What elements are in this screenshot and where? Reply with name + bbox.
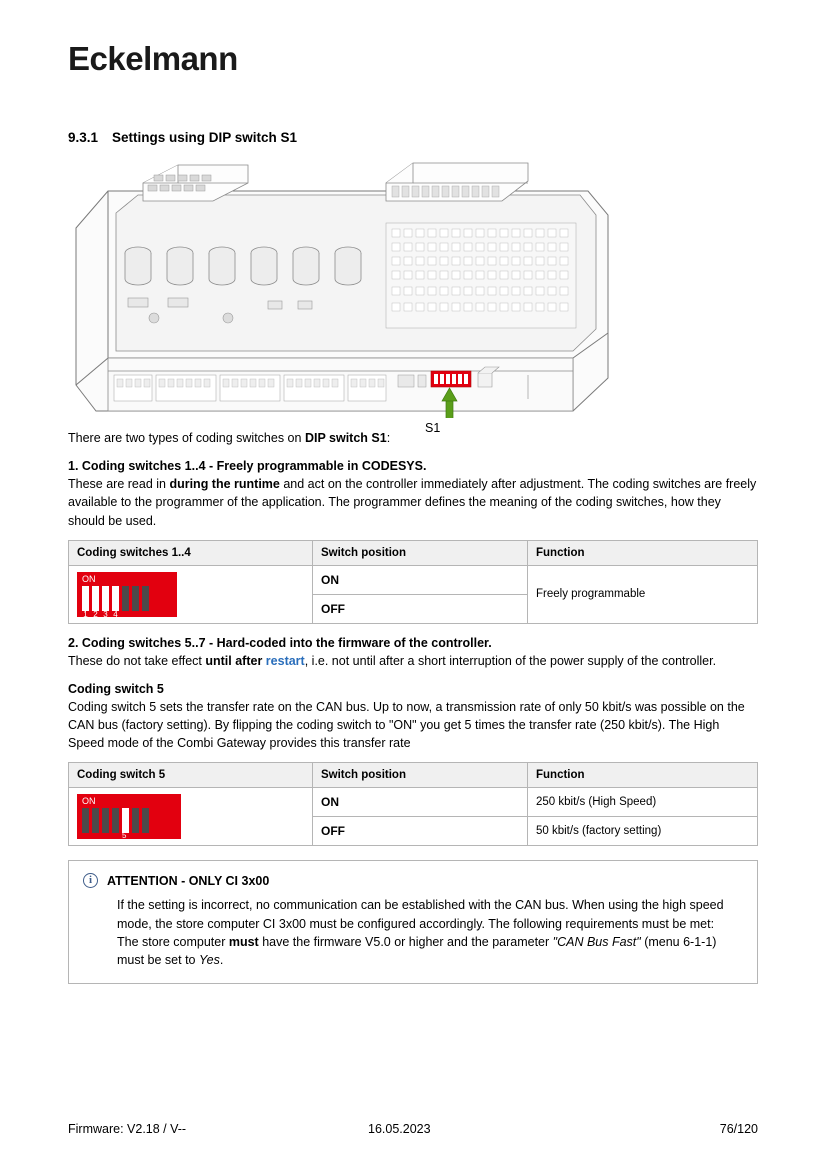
intro-bold: DIP switch S1: [304, 431, 387, 445]
switch5-position-off: OFF: [313, 817, 528, 846]
switch5-function-on: 250 kbit/s (High Speed): [528, 788, 758, 817]
att2-a: The store computer: [117, 934, 229, 949]
part2-text-d: , i.e. not until after a short interruption of the power supply of the controller.: [304, 653, 717, 668]
switch5-function-off: 50 kbit/s (factory setting): [528, 817, 758, 846]
dip-switch-graphic-1-4: [77, 572, 177, 617]
switch5-heading: [68, 680, 758, 698]
dip-lever-5: [122, 586, 129, 611]
part2-body: [68, 652, 758, 670]
dip-num-4: 4: [113, 609, 118, 619]
dip-switch-graphic-5: [77, 794, 181, 839]
device-figure: [68, 153, 758, 435]
dip-lever-3: [102, 808, 109, 833]
dip-lever-7: [142, 586, 149, 611]
part1-text-bold: during the runtime: [169, 477, 280, 492]
dip-lever-1: [82, 586, 89, 611]
dip-lever-5: [122, 808, 129, 833]
part1-body: [68, 475, 758, 529]
switch5-position-on: ON: [313, 788, 528, 817]
table-header-row: [69, 540, 758, 565]
dip-num-2: 2: [93, 609, 98, 619]
part1-heading: [68, 457, 758, 475]
part2-heading-text: 2. Coding switches 5..7 - Hard-coded into the firmware of the controller.: [68, 635, 492, 650]
switch-position-off: OFF: [313, 594, 528, 623]
s1-caption: S1: [425, 421, 441, 435]
part2-text-bold: until after: [205, 653, 266, 668]
part2-heading: [68, 634, 758, 652]
intro-post: :: [386, 431, 391, 445]
dip-switch-s1-on-board: [431, 371, 471, 387]
part1-text-c: and act on the controller immediately after adjustment. The coding switches are freely available to the programmer of the application. The programmer defines the meaning of the coding switches, how they should be used.: [68, 477, 757, 528]
dip-lever-3: [102, 586, 109, 611]
att2-canbusfast: "CAN Bus Fast": [552, 934, 641, 949]
switch5-heading-text: Coding switch 5: [68, 681, 164, 696]
att2-must: must: [228, 934, 259, 949]
section-title-text: Settings using DIP switch S1: [112, 130, 298, 145]
attention-title: ATTENTION - ONLY CI 3x00: [107, 873, 270, 888]
dip-num-1: 1: [83, 609, 88, 619]
th-coding-switches: Coding switches 1..4: [69, 540, 313, 565]
dip-lever-4: [112, 808, 119, 833]
dip-graphic-cell-2: [69, 788, 313, 846]
dip-lever-2: [92, 808, 99, 833]
att2-yes: Yes: [198, 952, 220, 967]
switch-position-on: ON: [313, 565, 528, 594]
th-coding-switch-5: Coding switch 5: [69, 763, 313, 788]
section-number: 9.3.1: [68, 130, 99, 145]
coding-switches-1-4-table: [68, 540, 758, 624]
part2-text-a: These do not take effect: [68, 653, 206, 668]
att2-c: (menu 6-1-1) must be set to: [117, 934, 717, 967]
dip-lever-4: [112, 586, 119, 611]
company-logo: Eckelmann: [68, 40, 238, 77]
attention-header: [83, 873, 743, 888]
dip-numbers: [82, 610, 119, 619]
function-freely-programmable: Freely programmable: [528, 565, 758, 623]
switch5-body: Coding switch 5 sets the transfer rate on the CAN bus. Up to now, a transmission rate of only 50 kbit/s was possible on the CAN bus (factory setting). By flipping the coding switch to "ON" you get 5 times the transfer rate (250 kbit/s). The High Speed mode of the Combi Gateway provides this transfer rate: [68, 700, 745, 751]
dip-lever-1: [82, 808, 89, 833]
page-footer: [68, 1122, 758, 1136]
table-row: [69, 565, 758, 594]
section-heading: [68, 130, 758, 145]
intro-pre: There are two types of coding switches on: [68, 431, 305, 445]
info-icon: i: [83, 873, 98, 888]
dip-lever-7: [142, 808, 149, 833]
attention-body: [83, 896, 743, 969]
footer-firmware: Firmware: V2.18 / V--: [68, 1122, 187, 1136]
att2-b: have the firmware V5.0 or higher and the parameter: [258, 934, 553, 949]
attention-box: [68, 860, 758, 984]
dip-levers: [80, 584, 174, 611]
dip-num-3: 3: [103, 609, 108, 619]
table-header-row: [69, 763, 758, 788]
dip-on-label-2: ON: [82, 796, 96, 807]
footer-page-number: 76/120: [719, 1122, 758, 1136]
controller-illustration: [68, 153, 628, 418]
footer-date: 16.05.2023: [368, 1122, 431, 1136]
att2-d: .: [219, 952, 224, 967]
restart-link[interactable]: restart: [265, 653, 305, 668]
th-function-2: Function: [528, 763, 758, 788]
dip-lever-6: [132, 808, 139, 833]
intro-paragraph: [68, 429, 758, 447]
coding-switch-5-table: [68, 762, 758, 846]
page-content: [68, 130, 758, 984]
dip-lever-2: [92, 586, 99, 611]
part1-heading-text: 1. Coding switches 1..4 - Freely programmable in CODESYS.: [68, 459, 427, 474]
dip-lever-6: [132, 586, 139, 611]
dip-levers-2: [80, 806, 178, 833]
part1-text-a: These are read in: [68, 477, 170, 492]
attention-para-1: If the setting is incorrect, no communication can be established with the CAN bus. When using the high speed mode, the store computer CI 3x00 must be configured accordingly. The following requirements must be met:: [117, 898, 724, 931]
dip-num-5: 5: [122, 831, 127, 841]
dip-graphic-cell-1: [69, 565, 313, 623]
th-switch-position-2: Switch position: [313, 763, 528, 788]
th-switch-position: Switch position: [313, 540, 528, 565]
table-row: [69, 788, 758, 817]
th-function: Function: [528, 540, 758, 565]
attention-para-2: [117, 933, 743, 969]
dip-on-label: ON: [82, 573, 96, 584]
